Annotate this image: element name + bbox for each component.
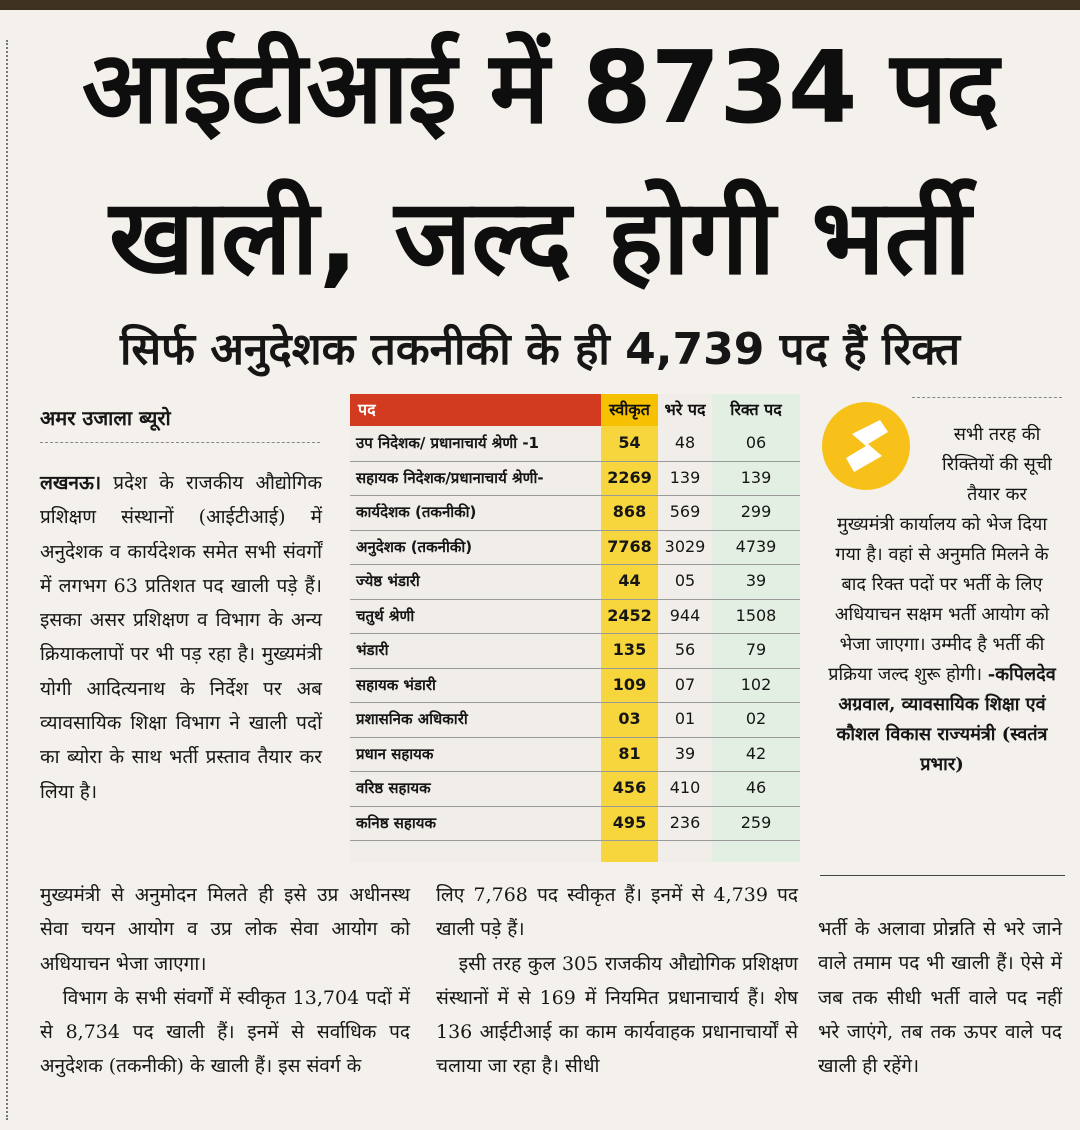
table-row [350,426,800,462]
byline: अमर उजाला ब्यूरो [40,406,171,430]
article-column-3 [436,878,798,1084]
headline-line-1: आईटीआई में 8734 पद [81,29,999,146]
filled-cell: 07 [674,674,696,694]
table-row [350,633,800,669]
headline-line-2: खाली, जल्द होगी भर्ती [109,176,971,298]
paragraph-2: विभाग के सभी संवर्गों में स्वीकृत 13,704 पदों में से 8,734 पद खाली हैं। इनमें से सर्वाधिक पद अनुदेशक (तकनीकी) के खाली हैं। इस संवर्ग के [40,986,410,1078]
paragraph-3-continued: भर्ती के अलावा प्रोन्नति से भरे जाने वाले तमाम पद भी खाली हैं। ऐसे में जब तक सीधी भर्ती वाले पद नहीं भरे जाएंगे, तब तक ऊपर वाले पद खाली ही रहेंगे। [818,918,1062,1078]
filled-cell: 39 [674,743,696,763]
sanctioned-cell: 2269 [607,467,652,487]
table-row [350,771,800,807]
filled-cell: 3029 [664,536,706,556]
filled-cell: 48 [674,433,696,452]
sanctioned-cell: 7768 [607,536,652,556]
quote-intro: सभी तरह की रिक्तियों की सूची तैयार कर [942,424,1052,505]
vacant-cell: 4739 [735,536,777,556]
paragraph-1: प्रदेश के राजकीय औद्योगिक प्रशिक्षण संस्थानों (आईटीआई) में अनुदेशक व कार्यदेशक समेत सभी संवर्गों में लगभग 63 प्रतिशत पद खाली पड़े हैं। इसका असर प्रशिक्षण व विभाग के अन्य क्रियाकलापों पर भी पड़ रहा है। मुख्यमंत्री योगी आदित्यनाथ के निर्देश पर अब व्यावसायिक शिक्षा विभाग ने खाली पदों का ब्योरा के साथ भर्ती प्रस्ताव तैयार कर लिया है। [40,472,322,803]
sanctioned-cell: 135 [612,640,647,659]
filled-cell: 944 [669,605,701,625]
filled-cell: 05 [674,571,696,590]
post-cell: ज्येष्ठ भंडारी [356,572,420,590]
paragraph-1-continued: मुख्यमंत्री से अनुमोदन मिलते ही इसे उप्र अधीनस्थ सेवा चयन आयोग व उप्र लोक सेवा आयोग को अधियाचन भेजा जाएगा। [40,884,410,975]
table-row [350,806,800,842]
sanctioned-cell: 54 [618,433,641,452]
header-filled: भरे पद [664,400,706,419]
post-cell: सहायक निदेशक/प्रधानाचार्य श्रेणी- [356,468,544,487]
vacant-cell: 1508 [735,605,777,625]
vacant-cell: 79 [745,640,767,659]
post-cell: सहायक भंडारी [356,675,436,694]
dateline: लखनऊ। [40,472,102,494]
sanctioned-cell: 03 [618,709,641,728]
article-column-1 [40,466,322,809]
vacancy-table [350,394,800,862]
quote-body: मुख्यमंत्री कार्यालय को भेज दिया गया है। वहां से अनुमति मिलने के बाद रिक्त पदों पर भर्ती के लिए अधियाचन सक्षम भर्ती आयोग को भेजा जाएगा। उम्मीद है भर्ती की प्रक्रिया जल्द शुरू होगी। [828,514,1050,685]
vacant-cell: 42 [745,743,767,763]
vacant-cell: 06 [745,433,767,452]
sanctioned-cell: 868 [612,502,647,521]
sanctioned-cell: 495 [612,812,647,832]
vacant-cell: 39 [745,571,767,590]
filled-cell: 236 [669,812,701,832]
post-cell: वरिष्ठ सहायक [356,779,431,797]
post-cell: कार्यदेशक (तकनीकी) [356,503,477,521]
post-cell: चतुर्थ श्रेणी [356,606,415,625]
table-row [350,668,800,704]
post-cell: कनिष्ठ सहायक [356,813,436,832]
post-cell: प्रशासनिक अधिकारी [356,710,468,728]
sanctioned-cell: 44 [618,571,641,590]
vacant-cell: 139 [740,467,772,487]
sanctioned-cell: 2452 [607,605,652,625]
sanctioned-cell: 456 [612,778,647,797]
filled-cell: 01 [674,709,696,728]
post-cell: भंडारी [356,641,389,659]
post-cell: प्रधान सहायक [356,744,434,763]
table-row [350,702,800,738]
table-row [350,564,800,600]
header-sanctioned: स्वीकृत [601,394,658,426]
sanctioned-cell: 81 [618,743,641,763]
sidebar-bottom-divider [820,875,1065,876]
paragraph-3: इसी तरह कुल 305 राजकीय औद्योगिक प्रशिक्षण संस्थानों में से 169 में नियमित प्रधानाचार्य हैं। शेष 136 आईटीआई का काम कार्यवाहक प्रधानाचार्यों से चलाया जा रहा है। सीधी [436,952,798,1078]
vacant-cell: 102 [740,674,772,694]
sanctioned-cell: 109 [612,674,647,694]
header-post: पद [350,394,601,426]
minister-quote [822,420,1062,780]
byline-divider [40,442,320,443]
subheadline: सिर्फ अनुदेशक तकनीकी के ही 4,739 पद हैं रिक्त [119,324,961,375]
vacant-cell: 299 [740,502,772,521]
filled-cell: 569 [669,502,701,521]
table-row [350,495,800,531]
sidebar-top-divider [912,397,1062,398]
table-header [350,394,800,426]
post-cell: उप निदेशक/ प्रधानाचार्य श्रेणी -1 [356,434,539,452]
paragraph-2-continued: लिए 7,768 पद स्वीकृत हैं। इनमें से 4,739 पद खाली पड़े हैं। [436,884,798,941]
post-cell: अनुदेशक (तकनीकी) [356,537,473,556]
table-row [350,530,800,566]
article-column-4 [818,912,1062,1083]
filled-cell: 410 [669,778,701,797]
filled-cell: 139 [669,467,701,487]
table-row [350,599,800,635]
vacant-cell: 02 [745,709,767,728]
header-vacant: रिक्त पद [730,400,782,419]
top-border [0,0,1080,10]
filled-cell: 56 [674,640,696,659]
table-row [350,737,800,773]
vacant-cell: 259 [740,812,772,832]
quote-attribution: -कपिलदेव अग्रवाल, व्यावसायिक शिक्षा एवं कौशल विकास राज्यमंत्री (स्वतंत्र प्रभार) [836,664,1056,775]
article-column-2 [40,878,410,1084]
vacant-cell: 46 [745,778,767,797]
table-row [350,461,800,497]
